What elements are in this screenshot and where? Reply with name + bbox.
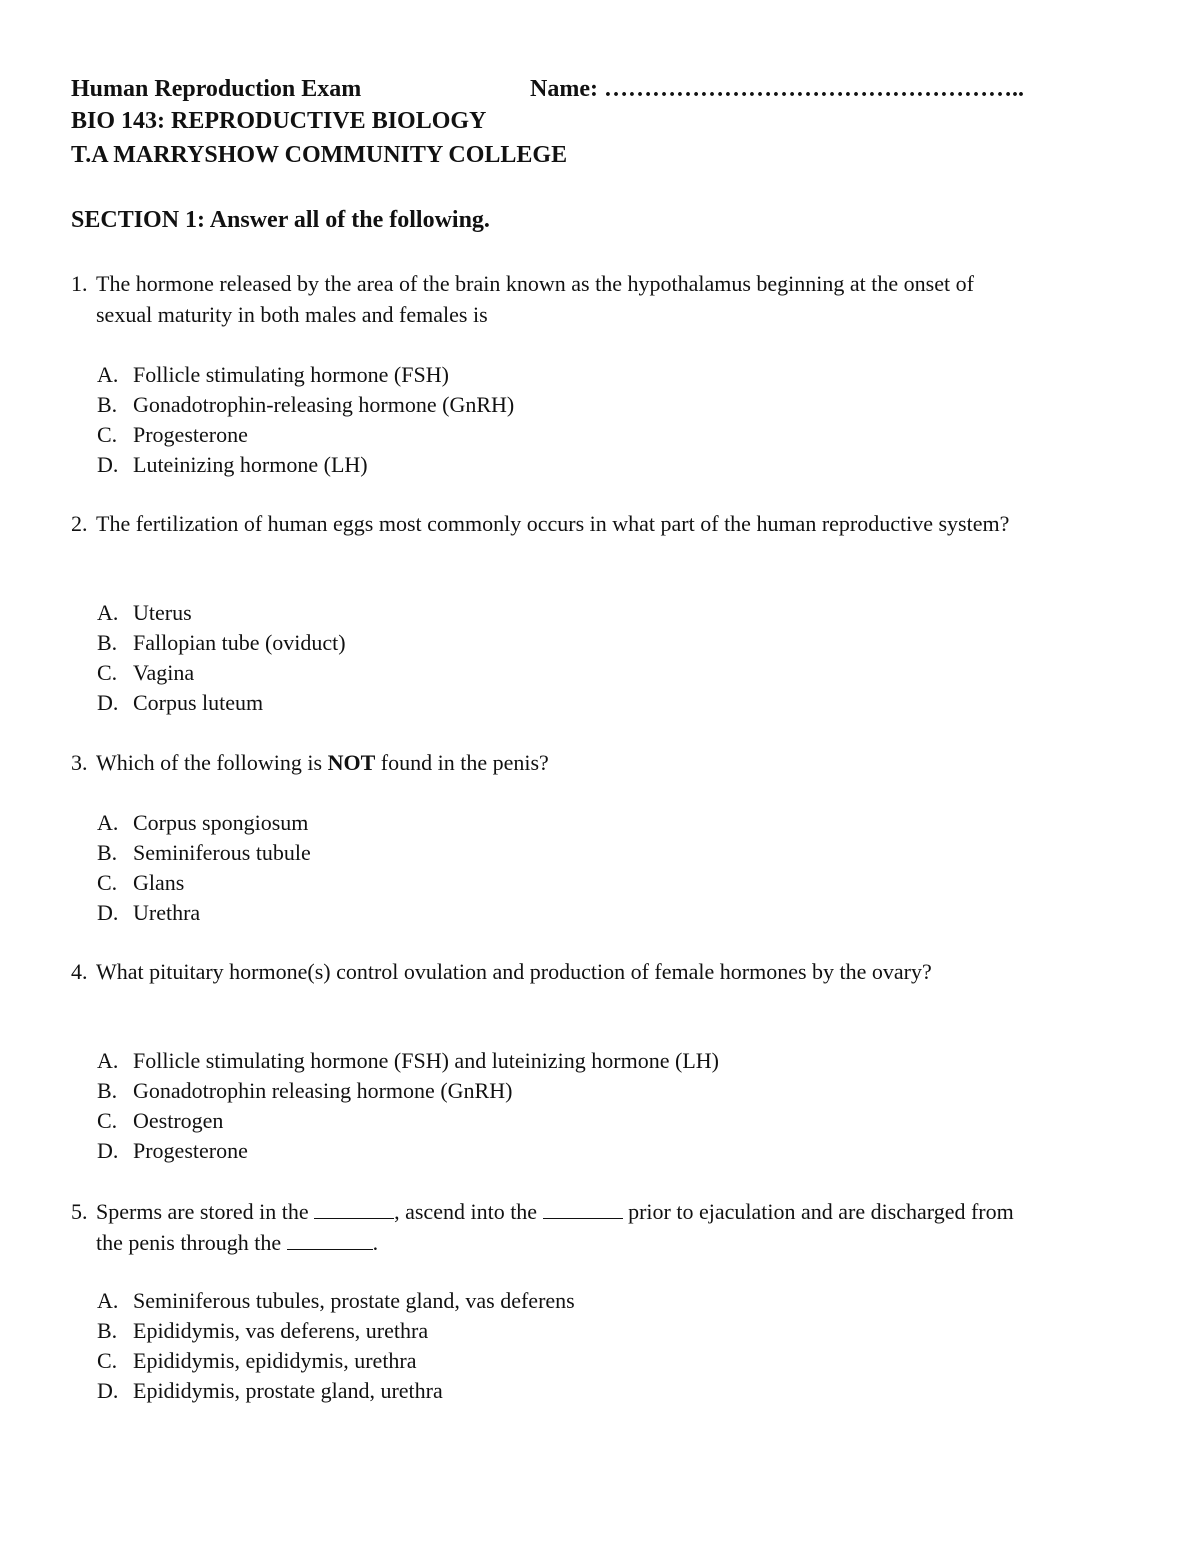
option-text: Uterus xyxy=(133,600,192,625)
question-3-option-c[interactable] xyxy=(97,868,184,898)
option-text: Epididymis, prostate gland, urethra xyxy=(133,1378,443,1403)
question-text-part-2: , ascend into the xyxy=(394,1199,538,1224)
question-1-option-d[interactable] xyxy=(97,450,368,480)
question-3-option-a[interactable] xyxy=(97,808,308,838)
question-4-option-d[interactable] xyxy=(97,1136,248,1166)
question-2-option-d[interactable] xyxy=(97,688,263,718)
question-5-option-d[interactable] xyxy=(97,1376,443,1406)
option-letter: D. xyxy=(97,1138,119,1163)
option-text: Gonadotrophin releasing hormone (GnRH) xyxy=(133,1078,513,1103)
option-text: Seminiferous tubule xyxy=(133,840,311,865)
option-letter: D. xyxy=(97,690,119,715)
question-number: 4. xyxy=(71,959,88,984)
exam-title: Human Reproduction Exam xyxy=(71,76,362,102)
emphasis-not: NOT xyxy=(327,750,376,775)
question-text xyxy=(96,1196,1031,1258)
option-letter: C. xyxy=(97,422,118,447)
college-name: T.A MARRYSHOW COMMUNITY COLLEGE xyxy=(71,142,568,168)
option-text: Corpus luteum xyxy=(133,690,264,715)
option-letter: D. xyxy=(97,900,119,925)
option-letter: B. xyxy=(97,630,118,655)
option-letter: D. xyxy=(97,452,119,477)
option-letter: C. xyxy=(97,1108,118,1133)
question-number: 2. xyxy=(71,511,88,536)
option-letter: D. xyxy=(97,1378,119,1403)
option-text: Epididymis, epididymis, urethra xyxy=(133,1348,417,1373)
option-text: Oestrogen xyxy=(133,1108,224,1133)
question-text: The fertilization of human eggs most commonly occurs in what part of the human reproductive system? xyxy=(96,511,1010,536)
question-4-option-a[interactable] xyxy=(97,1046,719,1076)
option-letter: A. xyxy=(97,600,119,625)
answer-blank-2[interactable] xyxy=(543,1198,623,1219)
question-2-option-c[interactable] xyxy=(97,658,194,688)
question-5 xyxy=(71,1196,1031,1258)
question-number: 1. xyxy=(71,271,88,296)
option-letter: A. xyxy=(97,362,119,387)
option-text: Corpus spongiosum xyxy=(133,810,309,835)
section-heading: SECTION 1: Answer all of the following. xyxy=(71,207,490,233)
option-text: Gonadotrophin-releasing hormone (GnRH) xyxy=(133,392,515,417)
question-text: What pituitary hormone(s) control ovulation and production of female hormones by the ovary? xyxy=(96,959,932,984)
question-2-option-b[interactable] xyxy=(97,628,346,658)
option-letter: A. xyxy=(97,810,119,835)
question-text-part-3: prior to ejaculation and are discharged from the penis through the xyxy=(96,1199,1014,1255)
option-letter: B. xyxy=(97,392,118,417)
question-4-option-c[interactable] xyxy=(97,1106,223,1136)
option-text: Progesterone xyxy=(133,422,248,447)
name-field-label: Name: …………………………………………….. xyxy=(530,76,1024,102)
question-2-option-a[interactable] xyxy=(97,598,192,628)
question-number: 3. xyxy=(71,750,88,775)
option-text: Fallopian tube (oviduct) xyxy=(133,630,346,655)
question-5-option-b[interactable] xyxy=(97,1316,428,1346)
question-1-option-b[interactable] xyxy=(97,390,514,420)
option-text: Seminiferous tubules, prostate gland, vas deferens xyxy=(133,1288,575,1313)
option-letter: B. xyxy=(97,1318,118,1343)
question-3 xyxy=(71,747,1031,778)
question-text xyxy=(96,747,1031,778)
option-letter: A. xyxy=(97,1048,119,1073)
answer-blank-3[interactable] xyxy=(287,1229,373,1250)
question-1 xyxy=(71,268,1031,330)
option-text: Urethra xyxy=(133,900,201,925)
question-text-part-1: Sperms are stored in the xyxy=(96,1199,309,1224)
course-title: BIO 143: REPRODUCTIVE BIOLOGY xyxy=(71,108,487,134)
question-text-start: Which of the following is xyxy=(96,750,328,775)
question-text-end: found in the penis? xyxy=(375,750,549,775)
option-text: Luteinizing hormone (LH) xyxy=(133,452,368,477)
question-text-part-4: . xyxy=(372,1230,379,1255)
option-text: Follicle stimulating hormone (FSH) xyxy=(133,362,449,387)
question-5-option-a[interactable] xyxy=(97,1286,575,1316)
question-1-option-c[interactable] xyxy=(97,420,248,450)
option-text: Follicle stimulating hormone (FSH) and luteinizing hormone (LH) xyxy=(133,1048,719,1073)
question-4 xyxy=(71,956,1031,987)
option-text: Progesterone xyxy=(133,1138,248,1163)
question-2 xyxy=(71,508,1031,539)
question-5-option-c[interactable] xyxy=(97,1346,417,1376)
option-letter: C. xyxy=(97,660,118,685)
option-letter: C. xyxy=(97,1348,118,1373)
option-letter: C. xyxy=(97,870,118,895)
question-1-option-a[interactable] xyxy=(97,360,449,390)
option-letter: A. xyxy=(97,1288,119,1313)
option-text: Vagina xyxy=(133,660,195,685)
question-text: The hormone released by the area of the brain known as the hypothalamus beginning at the onset of sexual maturity in both males and females is xyxy=(96,271,974,327)
question-4-option-b[interactable] xyxy=(97,1076,512,1106)
option-letter: B. xyxy=(97,1078,118,1103)
question-3-option-b[interactable] xyxy=(97,838,311,868)
question-number: 5. xyxy=(71,1199,88,1224)
answer-blank-1[interactable] xyxy=(314,1198,394,1219)
option-letter: B. xyxy=(97,840,118,865)
option-text: Epididymis, vas deferens, urethra xyxy=(133,1318,429,1343)
question-3-option-d[interactable] xyxy=(97,898,200,928)
option-text: Glans xyxy=(133,870,185,895)
